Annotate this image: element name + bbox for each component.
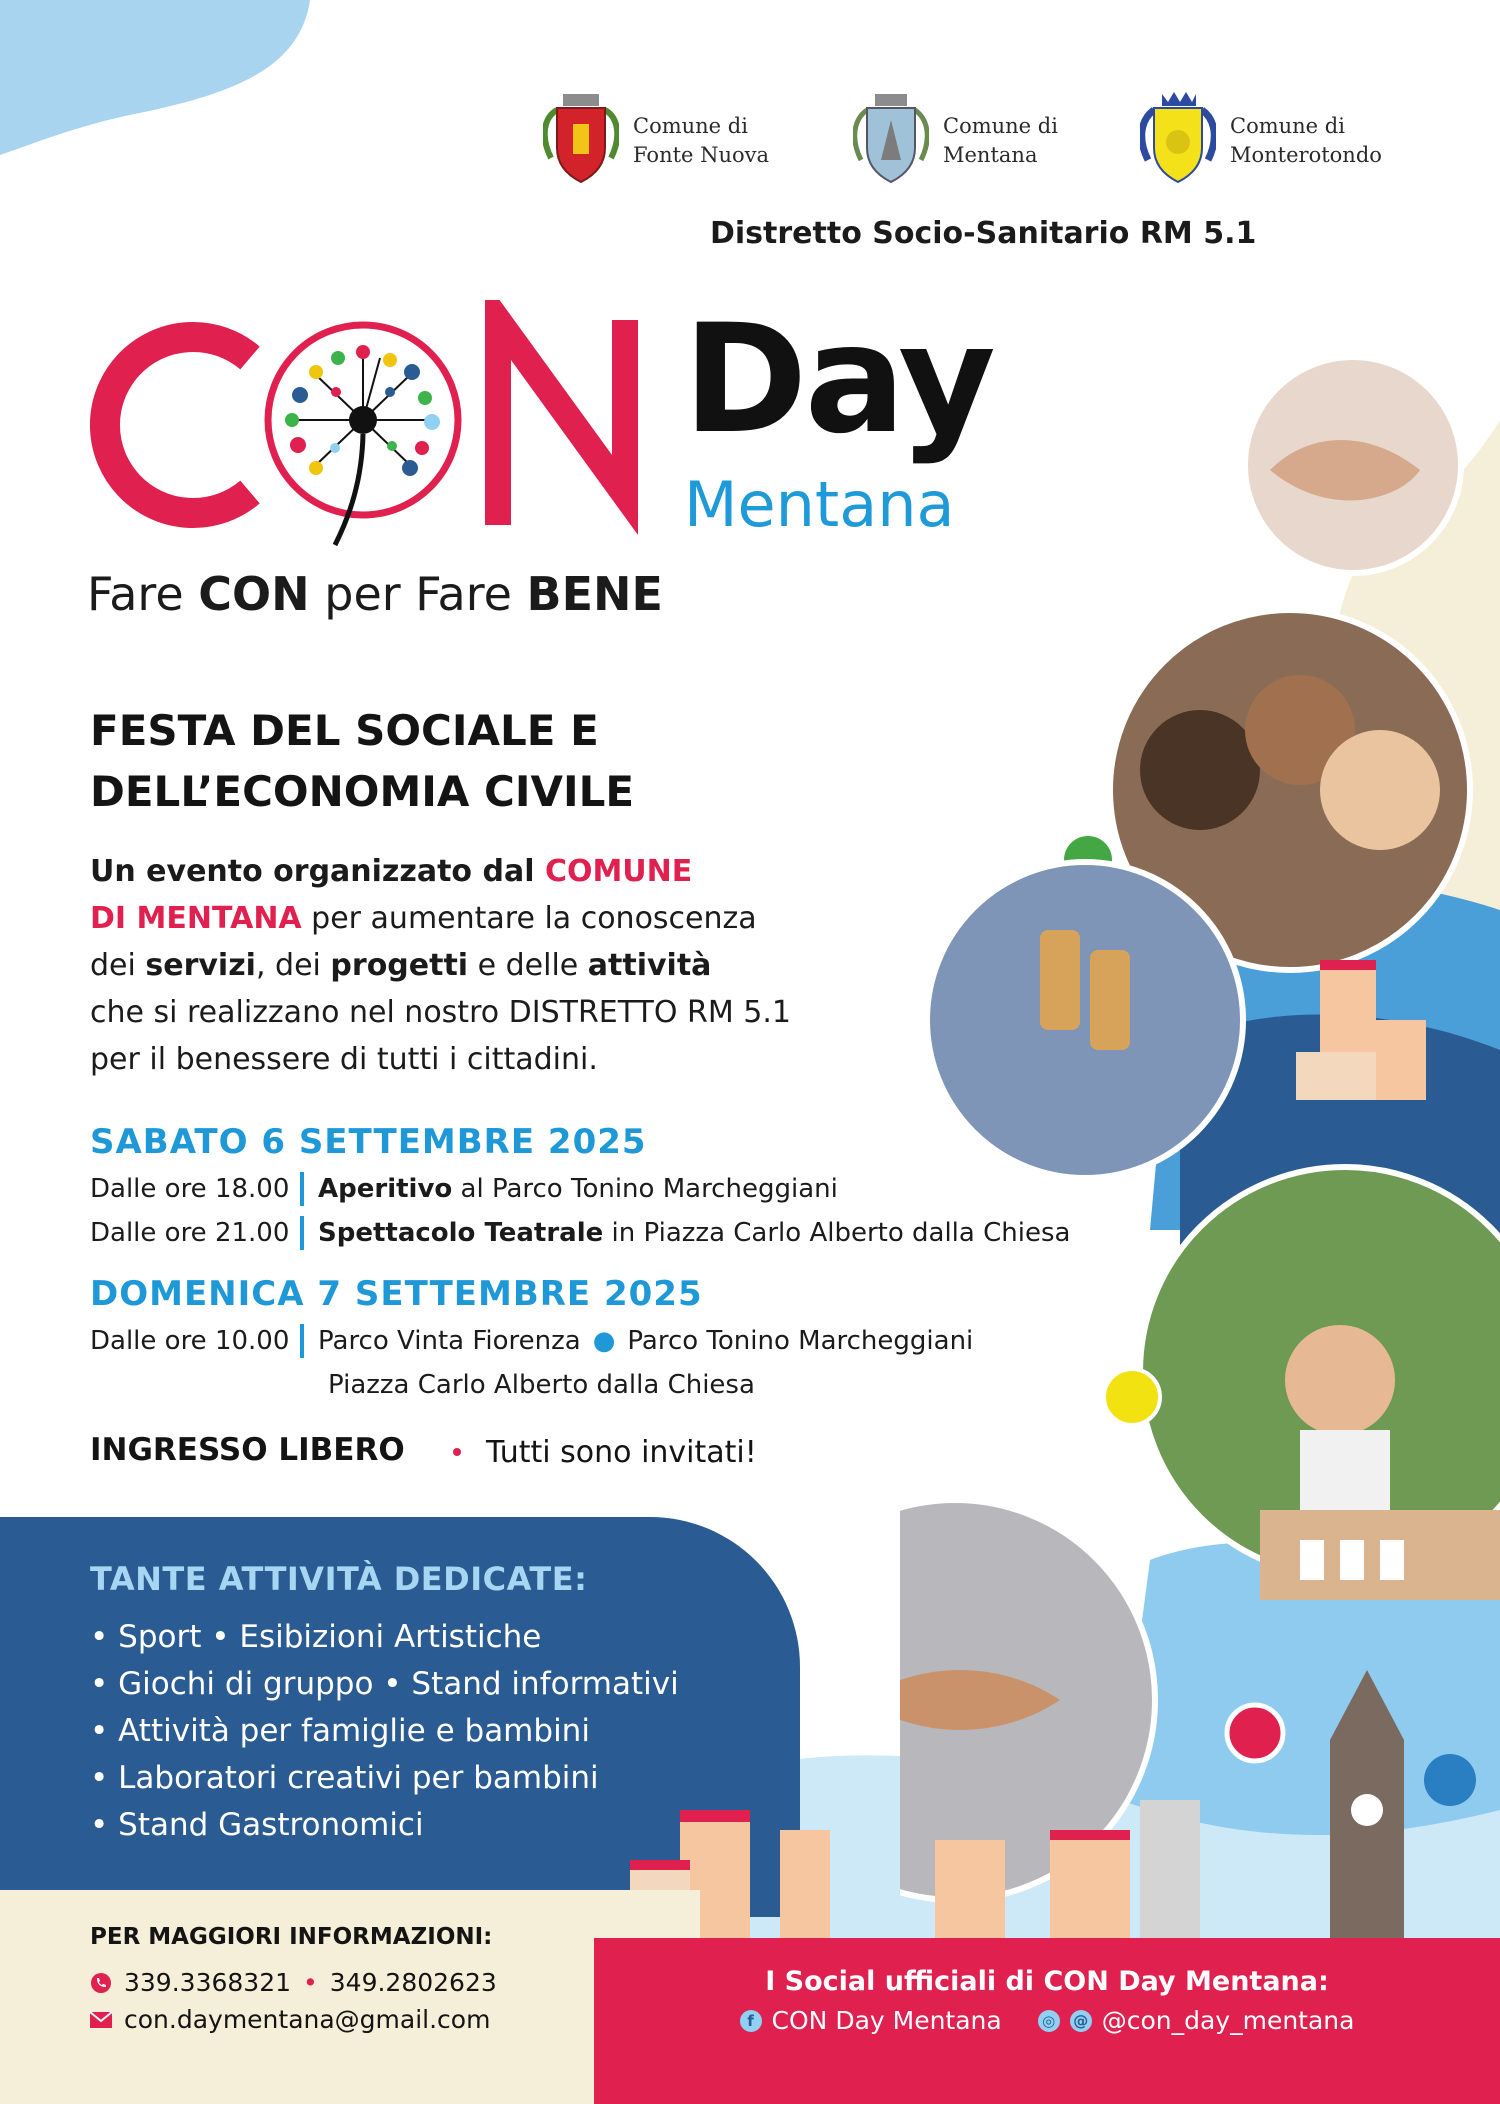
intro-text: , dei bbox=[255, 948, 331, 983]
tagline bbox=[87, 567, 663, 621]
intro-text: per il benessere di tutti i cittadini. bbox=[90, 1042, 598, 1077]
intro-text: Un evento organizzato dal bbox=[90, 854, 545, 889]
tagline-part: BENE bbox=[526, 567, 663, 621]
divider bbox=[300, 1216, 304, 1250]
illustration-buildings-top bbox=[1296, 960, 1426, 1100]
social-heading: I Social ufficiali di CON Day Mentana: bbox=[765, 1966, 1329, 1997]
email-row bbox=[90, 2005, 490, 2034]
intro-highlight: DI MENTANA bbox=[90, 901, 302, 936]
schedule-time: Dalle ore 10.00 bbox=[90, 1326, 290, 1356]
bullet-icon bbox=[453, 1448, 461, 1456]
schedule-location: al Parco Tonino Marcheggiani bbox=[452, 1174, 838, 1204]
municipality-mentana bbox=[853, 88, 1058, 194]
saturday-heading: SABATO 6 SETTEMBRE 2025 bbox=[90, 1122, 647, 1162]
phone-row bbox=[90, 1968, 497, 1997]
decor-yellow-dot bbox=[1104, 1369, 1160, 1425]
schedule-location: in Piazza Carlo Alberto dalla Chiesa bbox=[603, 1218, 1071, 1248]
tagline-part: CON bbox=[198, 567, 310, 621]
facebook-icon: f bbox=[740, 2010, 762, 2032]
instagram-icon: ◎ bbox=[1038, 2010, 1060, 2032]
divider bbox=[300, 1172, 304, 1206]
municipality-fonte-nuova bbox=[543, 88, 769, 194]
entry-free: INGRESSO LIBERO bbox=[90, 1432, 405, 1468]
tagline-part: per Fare bbox=[309, 567, 527, 621]
email-link[interactable]: con.daymentana@gmail.com bbox=[124, 2005, 491, 2034]
bullet-icon: • bbox=[303, 1968, 318, 1997]
intro-bold: attività bbox=[587, 948, 712, 983]
social-links bbox=[594, 2006, 1500, 2035]
coat-of-arms-mentana-icon bbox=[853, 88, 929, 194]
schedule-time: Dalle ore 21.00 bbox=[90, 1218, 290, 1248]
schedule-location: Parco Vinta Fiorenza bbox=[318, 1326, 581, 1356]
schedule-time: Dalle ore 18.00 bbox=[90, 1174, 290, 1204]
activities-list bbox=[90, 1614, 679, 1849]
contact-heading: PER MAGGIORI INFORMAZIONI: bbox=[90, 1924, 493, 1950]
schedule-location: Piazza Carlo Alberto dalla Chiesa bbox=[328, 1370, 755, 1400]
headline-line: FESTA DEL SOCIALE E bbox=[90, 706, 599, 755]
schedule-activity: Spettacolo Teatrale bbox=[318, 1218, 604, 1248]
divider bbox=[300, 1324, 304, 1358]
schedule-row bbox=[328, 1370, 755, 1400]
intro-bold: progetti bbox=[330, 948, 469, 983]
district-name: Distretto Socio-Sanitario RM 5.1 bbox=[710, 216, 1257, 251]
intro-text: per aumentare la conoscenza bbox=[301, 901, 757, 936]
photo-toast bbox=[927, 862, 1243, 1178]
schedule-activity: Aperitivo bbox=[318, 1174, 453, 1204]
facebook-link[interactable]: CON Day Mentana bbox=[771, 2006, 1002, 2035]
intro-text: dei bbox=[90, 948, 146, 983]
intro-text: e delle bbox=[468, 948, 588, 983]
instagram-link[interactable]: @con_day_mentana bbox=[1101, 2006, 1355, 2035]
mail-icon bbox=[90, 2012, 112, 2028]
decor-red-dot bbox=[1227, 1705, 1283, 1761]
intro-text: che si realizzano nel nostro DISTRETTO RM 5.1 bbox=[90, 995, 792, 1030]
logo-place-text: Mentana bbox=[684, 468, 955, 541]
entry-invited: Tutti sono invitati! bbox=[486, 1435, 757, 1470]
municipality-name: Comune di Monterotondo bbox=[1230, 114, 1382, 167]
whatsapp-icon bbox=[90, 1972, 112, 1994]
sunday-heading: DOMENICA 7 SETTEMBRE 2025 bbox=[90, 1274, 703, 1314]
schedule-location: Parco Tonino Marcheggiani bbox=[627, 1326, 974, 1356]
threads-icon: @ bbox=[1070, 2010, 1092, 2032]
intro-highlight: COMUNE bbox=[544, 854, 693, 889]
intro-paragraph bbox=[90, 848, 850, 1083]
event-headline bbox=[90, 700, 790, 822]
schedule-row bbox=[90, 1324, 973, 1358]
list-item: • Stand Gastronomici bbox=[90, 1807, 424, 1843]
phone-number[interactable]: 339.3368321 bbox=[124, 1968, 292, 1997]
con-logo-icon bbox=[80, 300, 680, 560]
tagline-part: Fare bbox=[87, 567, 199, 621]
coat-of-arms-monterotondo-icon bbox=[1140, 88, 1216, 194]
intro-bold: servizi bbox=[145, 948, 256, 983]
list-item: • Giochi di gruppo • Stand informativi bbox=[90, 1666, 679, 1702]
photo-collage bbox=[900, 350, 1500, 1950]
logo-day-text: Day bbox=[683, 293, 993, 467]
list-item: • Attività per famiglie e bambini bbox=[90, 1713, 590, 1749]
phone-number[interactable]: 349.2802623 bbox=[329, 1968, 497, 1997]
activities-heading: TANTE ATTIVITÀ DEDICATE: bbox=[90, 1560, 588, 1598]
bullet-icon: ● bbox=[592, 1326, 616, 1356]
coat-of-arms-fonte-nuova-icon bbox=[543, 88, 619, 194]
list-item: • Laboratori creativi per bambini bbox=[90, 1760, 599, 1796]
headline-line: DELL’ECONOMIA CIVILE bbox=[90, 767, 635, 816]
municipality-monterotondo bbox=[1140, 88, 1382, 194]
municipality-name: Comune di Mentana bbox=[943, 114, 1058, 167]
schedule-row bbox=[90, 1172, 838, 1206]
list-item: • Sport • Esibizioni Artistiche bbox=[90, 1619, 542, 1655]
municipality-name: Comune di Fonte Nuova bbox=[633, 114, 770, 167]
